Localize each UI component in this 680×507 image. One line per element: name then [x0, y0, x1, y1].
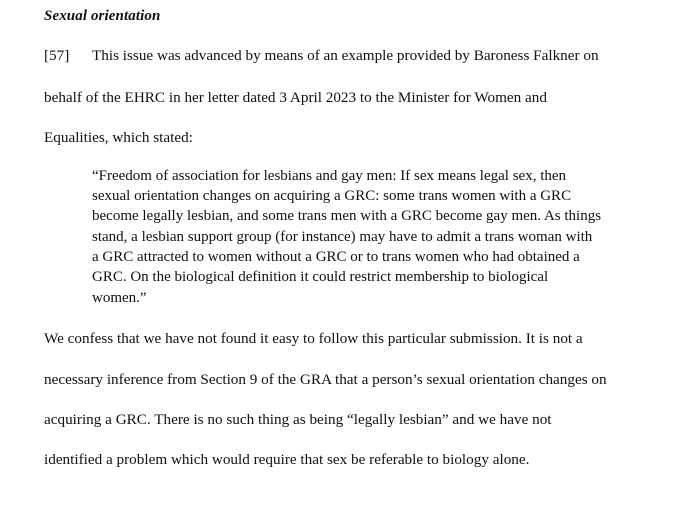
- quote-line-7: women.”: [92, 290, 147, 306]
- quote-line-5: a GRC attracted to women without a GRC or to trans women who had obtained a: [92, 249, 580, 265]
- paragraph-57-line-3: Equalities, which stated:: [44, 129, 193, 146]
- conclusion-line-3: acquiring a GRC. There is no such thing as being “legally lesbian” and we have not: [44, 411, 552, 428]
- paragraph-57-text: This issue was advanced by means of an example provided by Baroness Falkner on: [92, 47, 599, 64]
- conclusion-line-2: necessary inference from Section 9 of the GRA that a person’s sexual orientation changes on: [44, 371, 607, 388]
- quote-line-4: stand, a lesbian support group (for instance) may have to admit a trans woman with: [92, 229, 593, 245]
- paragraph-number: [57]: [44, 47, 70, 64]
- section-heading: Sexual orientation: [44, 8, 161, 24]
- paragraph-57-line-2: behalf of the EHRC in her letter dated 3 April 2023 to the Minister for Women and: [44, 89, 547, 106]
- quote-line-6: GRC. On the biological definition it could restrict membership to biological: [92, 269, 549, 285]
- quote-line-1: “Freedom of association for lesbians and gay men: If sex means legal sex, then: [92, 168, 567, 184]
- conclusion-line-1: We confess that we have not found it easy to follow this particular submission. It is not a: [44, 330, 583, 347]
- paragraph-57-line-1: [44, 47, 599, 65]
- quote-line-2: sexual orientation changes on acquiring a GRC: some trans women with a GRC: [92, 188, 572, 204]
- quote-line-3: become legally lesbian, and some trans men with a GRC become gay men. As things: [92, 208, 602, 224]
- conclusion-line-4: identified a problem which would require that sex be referable to biology alone.: [44, 451, 530, 468]
